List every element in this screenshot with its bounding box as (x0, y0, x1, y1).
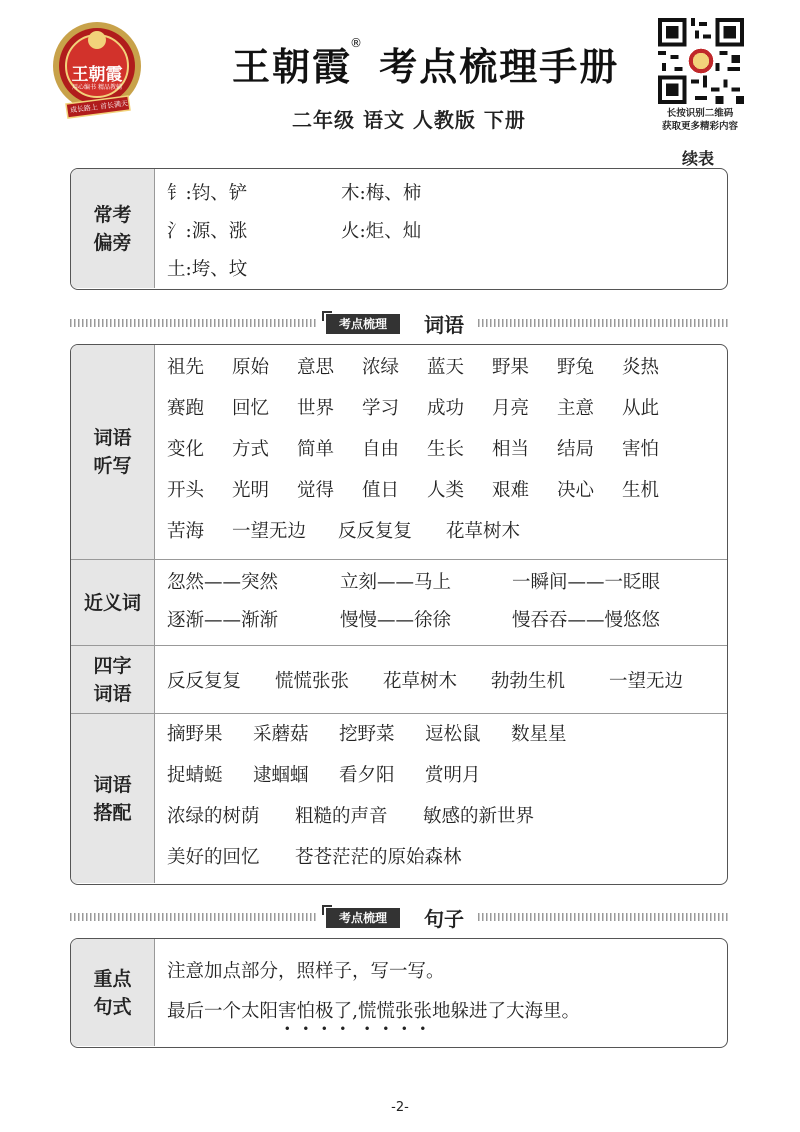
dictation-word: 反反复复 (338, 521, 413, 542)
collocations-line (167, 761, 727, 802)
book-title: 考点梳理手册 (379, 45, 620, 89)
dictation-line (167, 435, 727, 476)
sentences-table (70, 938, 728, 1048)
collocation-item: 浓绿的树荫 (167, 806, 260, 827)
dictation-label (71, 345, 155, 559)
dictation-line (167, 353, 727, 394)
collocations-label-l2: 搭配 (93, 801, 132, 824)
dictation-word: 方式 (232, 439, 270, 460)
dictation-line (167, 394, 727, 435)
dictation-word: 学习 (362, 398, 400, 419)
collocation-item: 看夕阳 (339, 765, 395, 786)
collocation-item: 捉蜻蜓 (167, 765, 223, 786)
synonyms-row (71, 559, 727, 645)
emphasized-char: 极 (315, 1001, 334, 1022)
four-char-label-l2: 词语 (93, 682, 132, 705)
synonyms-line (167, 606, 727, 644)
four-char-label (71, 646, 155, 713)
dictation-word: 艰难 (492, 480, 530, 501)
sentence-example (167, 997, 727, 1023)
dictation-label-l2: 听写 (93, 455, 132, 477)
four-char-line (167, 667, 683, 693)
radicals-line (167, 179, 727, 217)
radical-entry: 木:梅、柿 (341, 183, 422, 204)
dictation-word: 光明 (232, 480, 270, 501)
synonym-pair: 慢慢——徐徐 (340, 610, 452, 631)
collocation-item: 敏感的新世界 (423, 806, 535, 827)
dictation-word: 花草树木 (446, 521, 521, 542)
emphasis-group-2 (358, 1001, 432, 1022)
section-header-words (70, 312, 728, 336)
sentences-content (155, 939, 727, 1046)
dictation-word: 害怕 (622, 439, 660, 460)
radical-entry: 钅:钧、铲 (167, 183, 248, 204)
radicals-label-l2: 偏旁 (93, 231, 132, 254)
dictation-word: 开头 (167, 480, 205, 501)
dictation-word: 蓝天 (427, 357, 465, 378)
section-header-sentences (70, 906, 728, 930)
synonyms-content (155, 560, 727, 645)
section-title: 词语 (424, 313, 464, 337)
synonym-pair: 逐渐——渐渐 (167, 610, 279, 631)
emphasized-char: 慌 (376, 1001, 395, 1022)
radicals-label-l1: 常考 (93, 203, 132, 226)
logo-banner: 成长路上 首长满天 (69, 99, 129, 115)
synonym-pair: 慢吞吞——慢悠悠 (512, 610, 661, 631)
section-divider (478, 913, 728, 921)
logo-motto: 用心编书 精品教辅 (72, 84, 122, 91)
radicals-label (71, 169, 155, 288)
qr-caption-line2: 获取更多精彩内容 (661, 121, 738, 132)
book-subtitle: 二年级 语文 人教版 下册 (292, 108, 526, 132)
collocation-item: 摘野果 (167, 724, 223, 745)
radical-entry: 土:垮、坟 (167, 259, 248, 280)
dictation-word: 主意 (557, 398, 595, 419)
dictation-word: 觉得 (297, 480, 335, 501)
collocations-line (167, 802, 727, 843)
emphasized-char: 害 (278, 1001, 297, 1022)
four-char-word: 慌慌张张 (275, 670, 350, 692)
collocations-row (71, 713, 727, 883)
emphasized-char: 了 (333, 1001, 353, 1022)
dictation-word: 值日 (362, 480, 400, 501)
radicals-line (167, 255, 727, 290)
radicals-line (167, 217, 727, 255)
dictation-word: 相当 (492, 439, 530, 460)
section-tag: 考点梳理 (326, 908, 400, 928)
emphasis-group-1 (278, 1001, 352, 1022)
four-char-word: 花草树木 (383, 670, 458, 692)
page-number: -2- (391, 1100, 409, 1115)
collocation-item: 逗松鼠 (425, 724, 481, 745)
section-divider (70, 319, 318, 327)
dictation-word: 野兔 (557, 357, 595, 378)
dictation-word: 野果 (492, 357, 530, 378)
synonyms-label: 近义词 (71, 560, 155, 645)
collocations-content (155, 714, 727, 883)
section-divider (478, 319, 728, 327)
logo-text: 王朝霞 (71, 65, 123, 85)
section-divider (70, 913, 318, 921)
collocation-item: 采蘑菇 (253, 724, 309, 745)
emphasized-char: 张 (395, 1001, 414, 1022)
sentences-label (71, 939, 155, 1046)
four-char-row (71, 645, 727, 713)
qr-caption-line1: 长按识别二维码 (666, 108, 734, 119)
dictation-word: 人类 (427, 480, 465, 501)
dictation-line (167, 517, 727, 558)
four-char-word: 一望无边 (609, 670, 684, 692)
emphasized-char: 慌 (357, 1001, 377, 1022)
dictation-row (71, 345, 727, 559)
collocations-label (71, 714, 155, 883)
registered-mark: ® (350, 36, 365, 50)
four-char-word: 勃勃生机 (491, 670, 566, 692)
dictation-word: 意思 (297, 357, 335, 378)
radicals-content (155, 169, 727, 288)
dictation-word: 苦海 (167, 521, 205, 542)
brand-name: 王朝霞 (232, 45, 353, 89)
synonyms-line (167, 568, 727, 606)
sentence-instruction: 注意加点部分，照样子，写一写。 (167, 961, 445, 982)
collocation-item: 赏明月 (425, 765, 481, 786)
dictation-word: 结局 (557, 439, 595, 460)
radicals-row (71, 169, 727, 288)
collocation-item: 逮蝈蝈 (253, 765, 309, 786)
sentences-row (71, 939, 727, 1046)
collocation-item: 苍苍茫茫的原始森林 (295, 847, 462, 868)
sentence-part: 地躲进了大海里。 (432, 1001, 581, 1022)
synonym-pair: 一瞬间——一眨眼 (512, 572, 661, 593)
sentences-label-l1: 重点 (93, 967, 132, 990)
dictation-word: 赛跑 (167, 398, 205, 419)
radicals-table (70, 168, 728, 290)
sentence-part: 最后一个太阳 (167, 1001, 279, 1022)
dictation-word: 月亮 (492, 398, 530, 419)
sentence-part: , (352, 1001, 358, 1022)
dictation-word: 决心 (557, 480, 595, 501)
dictation-word: 回忆 (232, 398, 270, 419)
dictation-word: 生机 (622, 480, 660, 501)
dictation-line (167, 476, 727, 517)
qr-caption (640, 107, 760, 133)
radical-entry: 火:炬、灿 (341, 221, 422, 242)
brand-title (232, 36, 619, 91)
dictation-word: 世界 (297, 398, 335, 419)
synonym-pair: 立刻——马上 (340, 572, 452, 593)
collocations-line (167, 843, 727, 884)
radical-entry: 氵:源、涨 (167, 221, 248, 242)
dictation-content (155, 345, 727, 559)
dictation-word: 原始 (232, 357, 270, 378)
four-char-label-l1: 四字 (93, 654, 132, 677)
words-table (70, 344, 728, 885)
emphasized-char: 张 (413, 1001, 433, 1022)
emphasized-char: 怕 (296, 1001, 316, 1022)
continued-label: 续表 (682, 149, 715, 168)
dictation-word: 变化 (167, 439, 205, 460)
collocation-item: 粗糙的声音 (295, 806, 388, 827)
brand-logo (48, 16, 146, 126)
collocations-line (167, 720, 727, 761)
dictation-word: 祖先 (167, 357, 205, 378)
dictation-word: 简单 (297, 439, 335, 460)
dictation-word: 炎热 (622, 357, 660, 378)
section-title: 句子 (424, 907, 464, 931)
dictation-word: 从此 (622, 398, 660, 419)
dictation-word: 自由 (362, 439, 400, 460)
four-char-content (155, 646, 727, 713)
dictation-word: 生长 (427, 439, 465, 460)
sentences-label-l2: 句式 (93, 995, 132, 1018)
dictation-word: 浓绿 (362, 357, 400, 378)
dictation-word: 成功 (427, 398, 465, 419)
four-char-word: 反反复复 (167, 670, 242, 692)
collocations-label-l1: 词语 (93, 773, 132, 796)
collocation-item: 数星星 (511, 724, 567, 745)
synonym-pair: 忽然——突然 (167, 572, 279, 593)
section-tag: 考点梳理 (326, 314, 400, 334)
qr-code-icon[interactable] (658, 18, 744, 104)
collocation-item: 挖野菜 (339, 724, 395, 745)
collocation-item: 美好的回忆 (167, 847, 260, 868)
dictation-label-l1: 词语 (93, 427, 132, 449)
dictation-word: 一望无边 (232, 521, 307, 542)
